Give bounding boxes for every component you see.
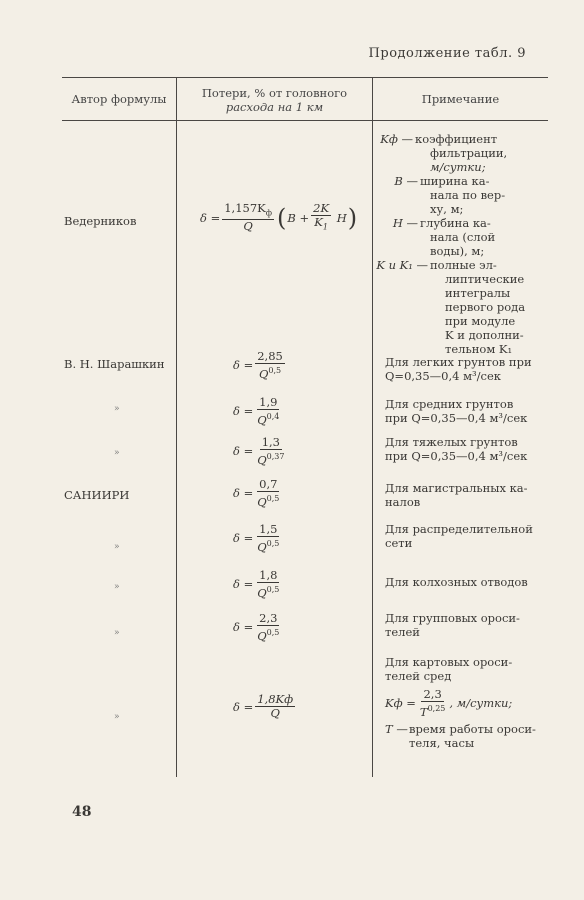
table-continuation-caption: Продолжение табл. 9 — [368, 46, 526, 61]
author-cell: В. Н. Шарашкин — [64, 357, 165, 371]
formula-lhs: δ = — [233, 620, 254, 635]
formula-fraction — [255, 569, 281, 600]
kf-lhs: Kф = — [385, 696, 416, 711]
formula-denominator — [255, 410, 281, 427]
formula-numerator: 2,3 — [259, 611, 278, 625]
note-line: Для колхозных отводов — [385, 575, 528, 589]
formula-numerator: 0,7 — [259, 477, 278, 491]
formula-k-num: 2K — [313, 201, 330, 215]
legend-row — [368, 174, 538, 188]
kf-exponent: 0,25 — [427, 704, 446, 713]
formula-numerator: 1,3 — [261, 435, 280, 449]
legend-row — [368, 216, 538, 230]
legend-text: интегралы — [445, 286, 511, 300]
formula-numerator: 1,8Kф — [257, 692, 294, 706]
legend-row — [368, 188, 538, 202]
note-line: Для средних грунтов — [385, 397, 514, 411]
note-line: телей сред — [385, 669, 452, 683]
formula-fraction — [255, 523, 281, 554]
formula-denominator — [257, 364, 283, 381]
formula-exponent: 0,4 — [266, 412, 280, 421]
formula-den-text: Q — [258, 366, 269, 381]
legend-symbol — [368, 272, 445, 286]
legend-symbol: H — — [392, 216, 418, 230]
note-cell — [385, 481, 535, 509]
formula-fraction — [222, 202, 274, 233]
legend-text: первого рода — [445, 300, 526, 314]
formula-row — [233, 569, 283, 600]
legend-text: фильтрации, — [430, 146, 508, 160]
formula-numerator: 2,85 — [257, 349, 283, 363]
formula-lhs: δ = — [233, 486, 254, 501]
note-line: сети — [385, 536, 413, 550]
ditto-mark: » — [114, 628, 120, 638]
note-cell — [385, 435, 535, 463]
legend-text: полные эл- — [430, 258, 497, 272]
legend-text: воды), м; — [430, 244, 485, 258]
formula-numerator — [222, 202, 274, 220]
note-cell — [385, 397, 535, 425]
formula-den-text: Q — [257, 494, 267, 509]
formula-exponent: 0,5 — [266, 539, 280, 548]
note-line: при Q=0,35—0,4 м³/сек — [385, 411, 528, 425]
note-line: телей — [385, 625, 420, 639]
formula-lhs: δ = — [233, 531, 254, 546]
author-cell: САНИИРИ — [64, 488, 130, 502]
legend-row — [368, 146, 538, 160]
ditto-mark: » — [114, 542, 120, 552]
column-divider-1 — [176, 77, 177, 777]
formula-row — [233, 350, 287, 381]
legend-row — [368, 342, 538, 356]
formula-exponent: 0,5 — [268, 366, 282, 375]
legend-row — [368, 244, 538, 258]
formula-lhs: δ = — [200, 210, 221, 225]
ditto-mark: » — [114, 582, 120, 592]
right-paren: ) — [347, 203, 358, 232]
note-line: Для тяжелых грунтов — [385, 435, 518, 449]
note-cell — [385, 522, 535, 550]
formula-fraction — [255, 478, 281, 509]
author-cell: Ведерников — [64, 214, 137, 228]
legend-text: при модуле — [445, 314, 516, 328]
legend-row — [368, 132, 538, 146]
formula-exponent: 0,5 — [266, 494, 280, 503]
table-header-rule — [62, 120, 548, 121]
formula-exponent: 0,5 — [266, 628, 280, 637]
formula-row — [233, 436, 288, 467]
legend-symbol — [368, 314, 445, 328]
legend-symbol: T — — [385, 722, 408, 736]
formula-den-text: Q — [257, 628, 267, 643]
formula-fraction — [255, 693, 295, 720]
formula-row — [233, 478, 283, 509]
formula-den-text: Q — [257, 452, 267, 467]
formula-lhs: δ = — [233, 444, 254, 459]
legend-vedernikov — [368, 132, 538, 356]
legend-symbol — [368, 328, 445, 342]
column-header-losses-line2: расхода на 1 км — [225, 100, 324, 114]
legend-row — [368, 328, 538, 342]
formula-k-den: $K_1$ — [314, 215, 328, 232]
formula-denominator — [255, 626, 281, 643]
note-cell — [385, 611, 535, 639]
legend-symbol: K и K₁ — — [376, 258, 428, 272]
column-header-author: Автор формулы — [71, 92, 167, 106]
note-cell — [385, 575, 535, 589]
column-header-losses-line1: Потери, % от головного — [201, 86, 348, 100]
formula-denominator — [255, 450, 286, 467]
legend-text: липтические — [445, 272, 525, 286]
formula-denominator — [268, 707, 281, 720]
legend-symbol — [385, 736, 409, 750]
legend-row — [368, 160, 538, 174]
legend-symbol — [368, 160, 430, 174]
note-line: Для легких грунтов при — [385, 355, 532, 369]
legend-row — [368, 286, 538, 300]
legend-text: теля, часы — [409, 736, 475, 750]
formula-row — [233, 523, 283, 554]
t-legend — [385, 722, 540, 750]
kf-fraction — [418, 688, 447, 719]
column-header-note: Примечание — [421, 92, 500, 106]
legend-text: тельном K₁ — [445, 342, 513, 356]
legend-text: нала (слой — [430, 230, 496, 244]
note-line: Для распределительной — [385, 522, 533, 536]
ditto-mark: » — [114, 404, 120, 414]
legend-row — [385, 736, 540, 750]
legend-symbol — [368, 188, 430, 202]
kf-numerator: 2,3 — [423, 687, 442, 701]
formula-fraction — [255, 396, 281, 427]
formula-fraction — [255, 612, 281, 643]
note-line: при Q=0,35—0,4 м³/сек — [385, 449, 528, 463]
legend-symbol — [368, 202, 430, 216]
formula-exponent: 0,37 — [266, 452, 285, 461]
formula-lhs: δ = — [233, 577, 254, 592]
legend-text: K и дополни- — [445, 328, 524, 342]
formula-lhs: δ = — [233, 404, 254, 419]
legend-symbol: B — — [394, 174, 418, 188]
legend-text: м/сутки; — [430, 160, 486, 174]
kf-den-text: T — [419, 704, 428, 719]
note-line: налов — [385, 495, 421, 509]
formula-numerator-subscript: ф — [265, 208, 272, 218]
formula-lhs: δ = — [233, 699, 254, 714]
legend-text: ху, м; — [430, 202, 464, 216]
formula-h: H — [333, 210, 347, 225]
formula-den-text: Q — [257, 539, 267, 554]
formula-row — [233, 612, 283, 643]
formula-row — [233, 396, 283, 427]
note-line: Q=0,35—0,4 м³/сек — [385, 369, 501, 383]
column-header-losses — [177, 86, 372, 114]
formula-den-text: Q — [257, 585, 267, 600]
legend-row — [385, 722, 540, 736]
ditto-mark: » — [114, 448, 120, 458]
legend-symbol — [368, 286, 445, 300]
legend-row — [368, 258, 538, 272]
page-number: 48 — [72, 804, 92, 820]
formula-denominator — [255, 492, 281, 509]
legend-row — [368, 272, 538, 286]
formula-row — [233, 693, 297, 720]
legend-text: ширина ка- — [420, 174, 490, 188]
legend-symbol — [368, 342, 445, 356]
formula-numerator: 1,8 — [259, 568, 278, 582]
formula-denominator: Q — [243, 219, 253, 234]
legend-symbol — [368, 300, 445, 314]
formula-fraction — [255, 350, 285, 381]
legend-text: время работы ороси- — [409, 722, 536, 736]
legend-text: коэффициент — [415, 132, 498, 146]
formula-denominator — [255, 583, 281, 600]
kf-denominator — [418, 702, 447, 719]
formula-den-text: Q — [257, 412, 267, 427]
note-cell — [385, 655, 535, 683]
note-line: Для магистральных ка- — [385, 481, 528, 495]
legend-row — [368, 300, 538, 314]
legend-symbol — [368, 244, 430, 258]
formula-exponent: 0,5 — [266, 585, 280, 594]
legend-symbol — [368, 146, 430, 160]
left-paren: ( — [277, 203, 287, 232]
formula-k-fraction — [311, 202, 331, 233]
formula-den-text: Q — [270, 706, 280, 720]
formula-numerator: 1,5 — [259, 522, 278, 536]
formula-numerator-text: 1,157K — [224, 201, 266, 215]
formula-fraction — [255, 436, 286, 467]
formula-lhs: δ = — [233, 358, 254, 373]
formula-numerator: 1,9 — [259, 395, 278, 409]
legend-symbol — [368, 230, 430, 244]
legend-text: глубина ка- — [420, 216, 491, 230]
kf-formula — [385, 688, 512, 719]
legend-symbol: Kф — — [380, 132, 413, 146]
legend-row — [368, 314, 538, 328]
formula-denominator — [255, 537, 281, 554]
note-line: Для картовых ороси- — [385, 655, 513, 669]
legend-row — [368, 202, 538, 216]
formula-b: B + — [287, 210, 310, 225]
legend-row — [368, 230, 538, 244]
table-top-rule — [62, 77, 548, 78]
legend-text: нала по вер- — [430, 188, 506, 202]
note-line: Для групповых ороси- — [385, 611, 520, 625]
ditto-mark: » — [114, 712, 120, 722]
note-cell — [385, 355, 535, 383]
kf-unit: , м/сутки; — [449, 696, 513, 711]
formula-vedernikov — [200, 202, 358, 233]
